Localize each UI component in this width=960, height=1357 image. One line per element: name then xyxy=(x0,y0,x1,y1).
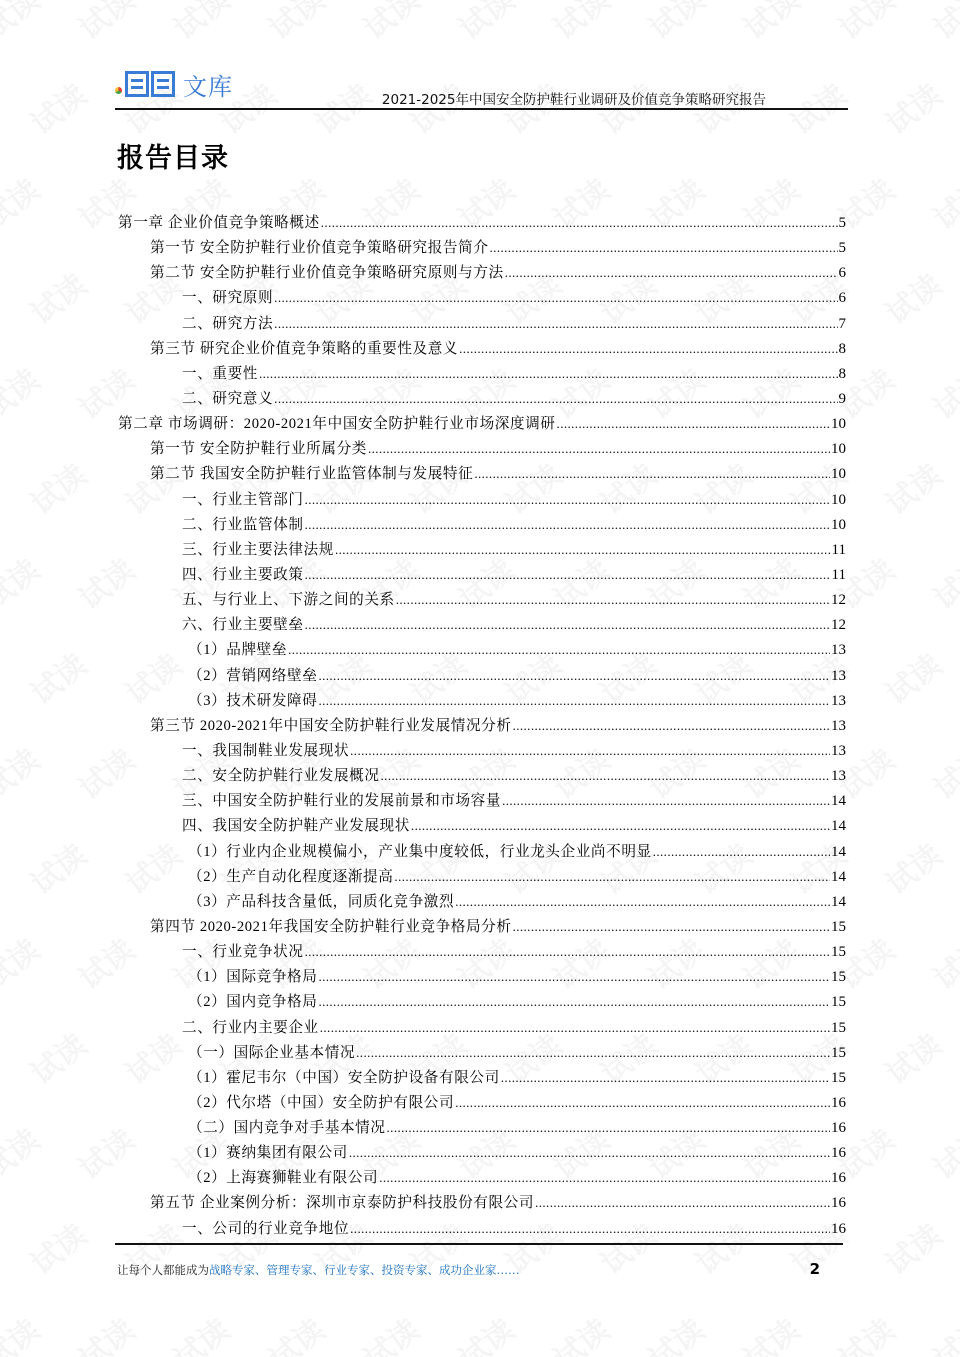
toc-entry-page: 10 xyxy=(831,516,846,533)
toc-entry[interactable] xyxy=(118,336,846,361)
toc-entry-page: 15 xyxy=(831,1069,846,1086)
toc-dot-leader xyxy=(653,839,830,865)
toc-entry[interactable] xyxy=(118,813,846,838)
toc-dot-leader xyxy=(321,210,838,236)
toc-entry-label: 第三节 研究企业价值竞争策略的重要性及意义 xyxy=(150,340,459,357)
toc-entry-page: 13 xyxy=(831,768,846,785)
toc-entry-page: 10 xyxy=(831,491,846,508)
library-logo-icon xyxy=(125,71,175,97)
toc-dot-leader xyxy=(305,562,831,588)
toc-entry-label: 第二章 市场调研：2020-2021年中国安全防护鞋行业市场深度调研 xyxy=(118,416,556,433)
toc-dot-leader xyxy=(474,461,830,487)
logo-dot-icon xyxy=(115,87,122,94)
toc-entry-page: 12 xyxy=(831,592,846,609)
toc-entry[interactable] xyxy=(118,1165,846,1190)
toc-dot-leader xyxy=(305,612,830,638)
watermark-text xyxy=(875,261,949,333)
toc-entry[interactable] xyxy=(118,487,846,512)
watermark-text xyxy=(448,1306,522,1357)
footer-slogan-prefix: 让每个人都能成为 xyxy=(117,1263,209,1277)
toc-entry-label: （1）品牌壁垒 xyxy=(188,642,288,659)
toc-entry[interactable] xyxy=(118,411,846,436)
watermark-text xyxy=(163,0,237,48)
toc-entry-page: 15 xyxy=(831,969,846,986)
toc-entry[interactable] xyxy=(118,663,846,688)
toc-dot-leader xyxy=(535,1190,830,1216)
toc-entry[interactable] xyxy=(118,713,846,738)
toc-entry-page: 16 xyxy=(831,1094,846,1111)
toc-entry[interactable] xyxy=(118,1065,846,1090)
toc-entry-page: 8 xyxy=(838,365,846,382)
toc-entry-label: （2）营销网络壁垒 xyxy=(188,667,318,684)
toc-entry[interactable] xyxy=(118,939,846,964)
watermark-text xyxy=(0,926,47,998)
toc-entry[interactable] xyxy=(118,839,846,864)
toc-dot-leader xyxy=(318,663,830,689)
watermark-text xyxy=(923,1306,960,1357)
toc-entry-page: 15 xyxy=(831,918,846,935)
toc-entry-page: 14 xyxy=(831,793,846,810)
watermark-text xyxy=(828,0,902,48)
toc-entry-label: 第一节 安全防护鞋行业价值竞争策略研究报告简介 xyxy=(150,240,489,257)
toc-entry-page: 12 xyxy=(831,617,846,634)
toc-entry-page: 10 xyxy=(831,416,846,433)
toc-entry-label: 三、中国安全防护鞋行业的发展前景和市场容量 xyxy=(182,793,502,810)
toc-entry-page: 15 xyxy=(831,1044,846,1061)
toc-dot-leader xyxy=(455,889,830,915)
toc-dot-leader xyxy=(387,1115,830,1141)
toc-dot-leader xyxy=(274,311,837,337)
watermark-text xyxy=(828,1306,902,1357)
toc-entry-label: （1）行业内企业规模偏小，产业集中度较低，行业龙头企业尚不明显 xyxy=(188,843,652,860)
toc-dot-leader xyxy=(381,763,830,789)
watermark-text xyxy=(733,0,807,48)
toc-dot-leader xyxy=(356,1040,830,1066)
toc-entry[interactable] xyxy=(118,989,846,1014)
watermark-text xyxy=(0,546,47,618)
watermark-text xyxy=(638,1306,712,1357)
toc-entry[interactable] xyxy=(118,1140,846,1165)
toc-entry-label: （3）技术研发障碍 xyxy=(188,692,318,709)
toc-entry-label: 四、行业主要政策 xyxy=(182,566,304,583)
toc-entry[interactable] xyxy=(118,1015,846,1040)
watermark-text xyxy=(0,166,47,238)
toc-entry-page: 14 xyxy=(831,818,846,835)
toc-entry[interactable] xyxy=(118,386,846,411)
toc-entry-label: 一、我国制鞋业发展现状 xyxy=(182,742,350,759)
toc-entry-label: 第三节 2020-2021年中国安全防护鞋行业发展情况分析 xyxy=(150,717,512,734)
watermark-text xyxy=(543,1306,617,1357)
toc-entry-label: 一、公司的行业竞争地位 xyxy=(182,1220,350,1237)
header-divider xyxy=(115,108,848,110)
toc-entry-page: 7 xyxy=(838,315,846,332)
watermark-text xyxy=(875,641,949,713)
toc-entry-label: 一、行业主管部门 xyxy=(182,491,304,508)
toc-entry-page: 13 xyxy=(831,642,846,659)
toc-entry-label: 二、研究方法 xyxy=(182,315,274,332)
watermark-text xyxy=(20,831,94,903)
watermark-text xyxy=(68,1306,142,1357)
watermark-text xyxy=(923,736,960,808)
toc-dot-leader xyxy=(274,386,837,412)
toc-entry-label: 一、行业竞争状况 xyxy=(182,944,304,961)
toc-entry-label: 五、与行业上、下游之间的关系 xyxy=(182,592,395,609)
toc-entry-label: （二）国内竞争对手基本情况 xyxy=(188,1120,386,1137)
toc-entry[interactable] xyxy=(118,461,846,486)
toc-dot-leader xyxy=(513,914,830,940)
footer-slogan-highlight: 战略专家、管理专家、行业专家、投资专家、成功企业家…… xyxy=(209,1263,520,1277)
toc-dot-leader xyxy=(396,587,830,613)
toc-entry-page: 16 xyxy=(831,1120,846,1137)
toc-entry[interactable] xyxy=(118,914,846,939)
toc-entry-label: 二、安全防护鞋行业发展概况 xyxy=(182,768,380,785)
toc-dot-leader xyxy=(505,260,838,286)
watermark-text xyxy=(923,0,960,48)
watermark-text xyxy=(733,1306,807,1357)
watermark-text xyxy=(258,1306,332,1357)
toc-entry-page: 13 xyxy=(831,717,846,734)
watermark-text xyxy=(638,0,712,48)
toc-entry[interactable] xyxy=(118,436,846,461)
toc-entry-label: 二、行业内主要企业 xyxy=(182,1019,319,1036)
toc-dot-leader xyxy=(288,637,830,663)
toc-entry[interactable] xyxy=(118,964,846,989)
watermark-text xyxy=(923,926,960,998)
logo-text: 文库 xyxy=(183,72,233,101)
toc-entry-page: 11 xyxy=(831,541,846,558)
toc-dot-leader xyxy=(318,688,830,714)
toc-dot-leader xyxy=(502,788,830,814)
watermark-text xyxy=(923,356,960,428)
watermark-text xyxy=(0,1116,47,1188)
toc-entry-page: 14 xyxy=(831,843,846,860)
toc-entry-page: 6 xyxy=(838,265,846,282)
table-of-contents xyxy=(118,210,846,1241)
toc-entry[interactable] xyxy=(118,512,846,537)
toc-dot-leader xyxy=(349,1140,830,1166)
watermark-text xyxy=(68,0,142,48)
toc-entry[interactable] xyxy=(118,311,846,336)
toc-entry-page: 15 xyxy=(831,994,846,1011)
watermark-text xyxy=(258,0,332,48)
toc-entry[interactable] xyxy=(118,788,846,813)
toc-entry-label: 第一节 安全防护鞋行业所属分类 xyxy=(150,441,367,458)
toc-entry[interactable] xyxy=(118,864,846,889)
toc-dot-leader xyxy=(305,939,830,965)
toc-entry[interactable] xyxy=(118,889,846,914)
toc-entry-label: 二、行业监管体制 xyxy=(182,516,304,533)
toc-entry[interactable] xyxy=(118,361,846,386)
toc-entry-page: 8 xyxy=(838,340,846,357)
watermark-text xyxy=(875,1021,949,1093)
toc-entry-page: 5 xyxy=(838,240,846,257)
toc-entry-page: 11 xyxy=(831,566,846,583)
toc-entry-page: 10 xyxy=(831,441,846,458)
toc-dot-leader xyxy=(490,235,838,261)
toc-dot-leader xyxy=(350,1216,830,1242)
toc-dot-leader xyxy=(318,989,830,1015)
toc-entry-label: （一）国际企业基本情况 xyxy=(188,1044,356,1061)
toc-entry-label: （2）代尔塔（中国）安全防护有限公司 xyxy=(188,1094,455,1111)
toc-entry-label: 一、重要性 xyxy=(182,365,258,382)
toc-dot-leader xyxy=(318,964,830,990)
toc-entry-label: 第二节 我国安全防护鞋行业监管体制与发展特征 xyxy=(150,466,474,483)
toc-dot-leader xyxy=(411,813,830,839)
toc-entry-page: 13 xyxy=(831,667,846,684)
toc-entry-label: 第五节 企业案例分析：深圳市京泰防护科技股份有限公司 xyxy=(150,1195,535,1212)
watermark-text xyxy=(875,831,949,903)
toc-dot-leader xyxy=(335,537,831,563)
toc-entry-page: 14 xyxy=(831,893,846,910)
toc-entry-page: 13 xyxy=(831,692,846,709)
watermark-text xyxy=(875,451,949,523)
toc-entry-page: 10 xyxy=(831,466,846,483)
toc-entry[interactable] xyxy=(118,537,846,562)
watermark-text xyxy=(20,1211,94,1283)
watermark-text xyxy=(543,0,617,48)
toc-entry[interactable] xyxy=(118,260,846,285)
toc-entry-label: 第一章 企业价值竞争策略概述 xyxy=(118,215,320,231)
watermark-text xyxy=(0,736,47,808)
toc-entry[interactable] xyxy=(118,637,846,662)
toc-entry[interactable] xyxy=(118,612,846,637)
toc-dot-leader xyxy=(459,336,837,362)
watermark-text xyxy=(163,1306,237,1357)
toc-entry-page: 13 xyxy=(831,742,846,759)
toc-dot-leader xyxy=(368,436,830,462)
toc-entry-page: 9 xyxy=(838,390,846,407)
toc-entry[interactable] xyxy=(118,738,846,763)
watermark-text xyxy=(0,0,47,48)
watermark-text xyxy=(353,0,427,48)
toc-entry[interactable] xyxy=(118,1216,846,1241)
toc-dot-leader xyxy=(305,487,830,513)
toc-dot-leader xyxy=(394,864,830,890)
watermark-text xyxy=(923,1116,960,1188)
toc-entry-label: （1）国际竞争格局 xyxy=(188,969,318,986)
toc-entry-page: 5 xyxy=(838,215,846,231)
toc-entry-label: （2）国内竞争格局 xyxy=(188,994,318,1011)
toc-entry-page: 15 xyxy=(831,944,846,961)
report-title: 2021-2025年中国安全防护鞋行业调研及价值竞争策略研究报告 xyxy=(381,92,766,108)
toc-entry-label: 一、研究原则 xyxy=(182,290,274,307)
toc-entry-page: 14 xyxy=(831,868,846,885)
toc-dot-leader xyxy=(455,1090,830,1116)
toc-dot-leader xyxy=(259,361,838,387)
watermark-text xyxy=(0,356,47,428)
toc-entry[interactable] xyxy=(118,562,846,587)
toc-entry-page: 16 xyxy=(831,1170,846,1187)
toc-entry-page: 15 xyxy=(831,1019,846,1036)
toc-entry[interactable] xyxy=(118,688,846,713)
watermark-text xyxy=(923,546,960,618)
watermark-text xyxy=(0,1306,47,1357)
toc-dot-leader xyxy=(379,1165,830,1191)
toc-entry[interactable] xyxy=(118,1115,846,1140)
watermark-text xyxy=(20,71,94,143)
watermark-text xyxy=(448,0,522,48)
toc-entry-page: 16 xyxy=(831,1220,846,1237)
toc-entry[interactable] xyxy=(118,763,846,788)
logo-box-right xyxy=(151,71,175,97)
toc-entry-label: （2）生产自动化程度逐渐提高 xyxy=(188,868,394,885)
toc-dot-leader xyxy=(274,285,837,311)
page-header xyxy=(115,66,848,110)
toc-dot-leader xyxy=(320,1015,830,1041)
toc-entry-page: 16 xyxy=(831,1195,846,1212)
watermark-text xyxy=(20,641,94,713)
toc-dot-leader xyxy=(557,411,830,437)
page-number: 2 xyxy=(809,1260,820,1278)
watermark-text xyxy=(20,451,94,523)
toc-dot-leader xyxy=(501,1065,830,1091)
toc-entry-page: 6 xyxy=(838,290,846,307)
toc-entry[interactable] xyxy=(118,210,846,235)
watermark-text xyxy=(20,1021,94,1093)
watermark-text xyxy=(20,261,94,333)
toc-entry-label: 六、行业主要壁垒 xyxy=(182,617,304,634)
page-title: 报告目录 xyxy=(117,143,229,174)
page-footer xyxy=(117,1262,820,1278)
toc-entry-label: （2）上海赛狮鞋业有限公司 xyxy=(188,1170,379,1187)
watermark-text xyxy=(353,1306,427,1357)
toc-entry-label: 四、我国安全防护鞋产业发展现状 xyxy=(182,818,410,835)
toc-entry-page: 16 xyxy=(831,1145,846,1162)
library-logo[interactable] xyxy=(115,66,233,102)
watermark-text xyxy=(875,71,949,143)
toc-entry-label: 二、研究意义 xyxy=(182,390,274,407)
toc-entry[interactable] xyxy=(118,1190,846,1215)
toc-entry-label: 三、行业主要法律法规 xyxy=(182,541,334,558)
watermark-text xyxy=(923,166,960,238)
toc-entry-label: （3）产品科技含量低，同质化竞争激烈 xyxy=(188,893,455,910)
toc-entry[interactable] xyxy=(118,1090,846,1115)
toc-entry[interactable] xyxy=(118,235,846,260)
toc-entry[interactable] xyxy=(118,1040,846,1065)
toc-entry[interactable] xyxy=(118,587,846,612)
toc-entry-label: （1）霍尼韦尔（中国）安全防护设备有限公司 xyxy=(188,1069,500,1086)
toc-entry-label: 第四节 2020-2021年我国安全防护鞋行业竞争格局分析 xyxy=(150,918,512,935)
watermark-text xyxy=(875,1211,949,1283)
toc-entry-label: （1）赛纳集团有限公司 xyxy=(188,1145,348,1162)
toc-dot-leader xyxy=(513,713,830,739)
toc-dot-leader xyxy=(305,512,830,538)
logo-box-left xyxy=(125,71,149,97)
toc-dot-leader xyxy=(350,738,830,764)
toc-entry-label: 第二节 安全防护鞋行业价值竞争策略研究原则与方法 xyxy=(150,265,504,282)
toc-entry[interactable] xyxy=(118,285,846,310)
footer-divider xyxy=(115,1243,843,1245)
